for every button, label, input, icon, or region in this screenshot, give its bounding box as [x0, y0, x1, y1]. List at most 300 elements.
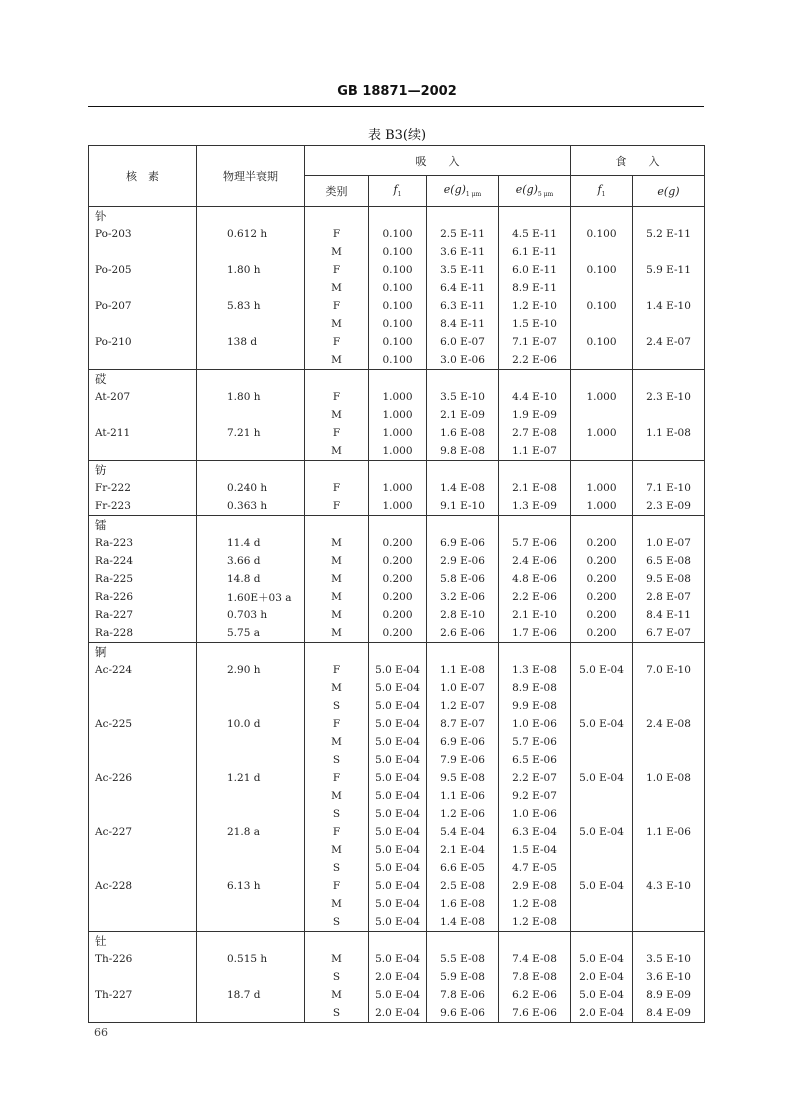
- table-row: [89, 823, 705, 841]
- cell-f1-inhalation: 2.0 E-04: [369, 1004, 427, 1023]
- cell-eg-1um: 1.6 E-08: [427, 895, 499, 913]
- cell-type: M: [305, 787, 369, 805]
- cell-nuclide: [89, 733, 197, 751]
- cell-eg-ingestion: 2.3 E-10: [633, 388, 705, 406]
- cell-f1-ingestion: [571, 243, 633, 261]
- cell-nuclide: [89, 805, 197, 823]
- cell-half-life: [197, 243, 305, 261]
- cell-eg-ingestion: 8.4 E-11: [633, 606, 705, 624]
- cell-f1-inhalation: 5.0 E-04: [369, 859, 427, 877]
- table-row: [89, 859, 705, 877]
- cell-eg-ingestion: [633, 913, 705, 932]
- cell-eg-5um: 8.9 E-11: [499, 279, 571, 297]
- cell-half-life: [197, 315, 305, 333]
- cell-half-life: 1.80 h: [197, 388, 305, 406]
- empty-cell: [633, 207, 705, 226]
- cell-eg-1um: 6.0 E-07: [427, 333, 499, 351]
- cell-eg-1um: 2.8 E-10: [427, 606, 499, 624]
- cell-nuclide: Ra-226: [89, 588, 197, 606]
- cell-type: S: [305, 805, 369, 823]
- cell-eg-1um: 6.9 E-06: [427, 534, 499, 552]
- cell-type: M: [305, 895, 369, 913]
- cell-f1-ingestion: 1.000: [571, 424, 633, 442]
- cell-eg-1um: 1.4 E-08: [427, 479, 499, 497]
- cell-nuclide: At-207: [89, 388, 197, 406]
- table-row: [89, 497, 705, 516]
- cell-eg-ingestion: [633, 679, 705, 697]
- cell-eg-ingestion: [633, 733, 705, 751]
- empty-cell: [499, 643, 571, 662]
- cell-eg-5um: 1.7 E-06: [499, 624, 571, 643]
- element-name: 砹: [89, 370, 197, 389]
- cell-nuclide: [89, 243, 197, 261]
- cell-type: M: [305, 570, 369, 588]
- cell-eg-1um: 1.4 E-08: [427, 913, 499, 932]
- cell-nuclide: Ra-224: [89, 552, 197, 570]
- cell-f1-inhalation: 5.0 E-04: [369, 877, 427, 895]
- cell-eg-1um: 3.6 E-11: [427, 243, 499, 261]
- cell-f1-ingestion: [571, 859, 633, 877]
- cell-eg-1um: 6.9 E-06: [427, 733, 499, 751]
- cell-half-life: 1.60E＋03 a: [197, 588, 305, 606]
- empty-cell: [633, 516, 705, 535]
- cell-eg-5um: 2.1 E-08: [499, 479, 571, 497]
- cell-f1-ingestion: 0.200: [571, 588, 633, 606]
- cell-f1-inhalation: 0.100: [369, 333, 427, 351]
- cell-type: F: [305, 479, 369, 497]
- cell-type: F: [305, 388, 369, 406]
- cell-eg-1um: 9.1 E-10: [427, 497, 499, 516]
- cell-f1-inhalation: 1.000: [369, 479, 427, 497]
- table-row: [89, 351, 705, 370]
- cell-eg-1um: 2.5 E-08: [427, 877, 499, 895]
- empty-cell: [633, 643, 705, 662]
- cell-f1-inhalation: 5.0 E-04: [369, 661, 427, 679]
- cell-nuclide: [89, 679, 197, 697]
- table-header: [89, 146, 705, 207]
- cell-eg-ingestion: 7.1 E-10: [633, 479, 705, 497]
- cell-f1-ingestion: 0.100: [571, 297, 633, 315]
- cell-f1-inhalation: 0.200: [369, 606, 427, 624]
- cell-eg-ingestion: [633, 279, 705, 297]
- empty-cell: [571, 932, 633, 951]
- cell-type: F: [305, 261, 369, 279]
- empty-cell: [499, 932, 571, 951]
- cell-eg-ingestion: 2.4 E-07: [633, 333, 705, 351]
- cell-nuclide: Ra-228: [89, 624, 197, 643]
- empty-cell: [197, 461, 305, 480]
- cell-eg-ingestion: 2.3 E-09: [633, 497, 705, 516]
- empty-cell: [369, 516, 427, 535]
- cell-f1-ingestion: 1.000: [571, 497, 633, 516]
- cell-eg-1um: 5.9 E-08: [427, 968, 499, 986]
- cell-eg-5um: 2.2 E-06: [499, 588, 571, 606]
- cell-nuclide: Po-205: [89, 261, 197, 279]
- cell-eg-5um: 5.7 E-06: [499, 534, 571, 552]
- cell-half-life: 2.90 h: [197, 661, 305, 679]
- cell-eg-ingestion: [633, 895, 705, 913]
- empty-cell: [197, 207, 305, 226]
- cell-half-life: [197, 442, 305, 461]
- cell-half-life: [197, 1004, 305, 1023]
- cell-eg-5um: 7.8 E-08: [499, 968, 571, 986]
- table-row: [89, 243, 705, 261]
- cell-eg-ingestion: 5.2 E-11: [633, 225, 705, 243]
- table-row: [89, 442, 705, 461]
- cell-eg-ingestion: [633, 697, 705, 715]
- cell-f1-ingestion: 5.0 E-04: [571, 769, 633, 787]
- empty-cell: [197, 932, 305, 951]
- cell-half-life: 5.75 a: [197, 624, 305, 643]
- cell-f1-inhalation: 0.100: [369, 261, 427, 279]
- empty-cell: [305, 461, 369, 480]
- cell-f1-inhalation: 0.200: [369, 588, 427, 606]
- cell-half-life: [197, 805, 305, 823]
- cell-eg-5um: 8.9 E-08: [499, 679, 571, 697]
- cell-eg-5um: 9.9 E-08: [499, 697, 571, 715]
- cell-eg-1um: 1.0 E-07: [427, 679, 499, 697]
- cell-nuclide: At-211: [89, 424, 197, 442]
- cell-f1-inhalation: 0.200: [369, 552, 427, 570]
- cell-nuclide: [89, 315, 197, 333]
- cell-half-life: [197, 751, 305, 769]
- cell-half-life: 11.4 d: [197, 534, 305, 552]
- empty-cell: [633, 461, 705, 480]
- cell-nuclide: Fr-223: [89, 497, 197, 516]
- cell-type: M: [305, 406, 369, 424]
- cell-nuclide: [89, 859, 197, 877]
- cell-eg-ingestion: [633, 315, 705, 333]
- cell-eg-5um: 1.2 E-10: [499, 297, 571, 315]
- cell-nuclide: Po-203: [89, 225, 197, 243]
- table-row: [89, 552, 705, 570]
- cell-eg-ingestion: 3.6 E-10: [633, 968, 705, 986]
- cell-eg-5um: 6.5 E-06: [499, 751, 571, 769]
- cell-eg-ingestion: [633, 751, 705, 769]
- element-group-row: [89, 932, 705, 951]
- cell-f1-inhalation: 0.200: [369, 624, 427, 643]
- table-row: [89, 769, 705, 787]
- cell-eg-5um: 4.5 E-11: [499, 225, 571, 243]
- empty-cell: [499, 370, 571, 389]
- table-row: [89, 968, 705, 986]
- cell-type: S: [305, 859, 369, 877]
- cell-nuclide: Po-207: [89, 297, 197, 315]
- empty-cell: [197, 370, 305, 389]
- cell-type: M: [305, 552, 369, 570]
- cell-f1-ingestion: 0.200: [571, 606, 633, 624]
- empty-cell: [499, 461, 571, 480]
- cell-f1-inhalation: 0.100: [369, 279, 427, 297]
- dose-coefficient-table: [88, 145, 704, 1019]
- cell-eg-1um: 2.9 E-06: [427, 552, 499, 570]
- cell-half-life: 18.7 d: [197, 986, 305, 1004]
- cell-half-life: 5.83 h: [197, 297, 305, 315]
- cell-eg-ingestion: [633, 351, 705, 370]
- cell-nuclide: [89, 1004, 197, 1023]
- cell-nuclide: [89, 968, 197, 986]
- cell-eg-1um: 5.5 E-08: [427, 950, 499, 968]
- cell-f1-inhalation: 1.000: [369, 406, 427, 424]
- cell-eg-ingestion: 2.8 E-07: [633, 588, 705, 606]
- cell-nuclide: [89, 841, 197, 859]
- cell-eg-1um: 8.4 E-11: [427, 315, 499, 333]
- cell-type: M: [305, 351, 369, 370]
- cell-eg-5um: 6.3 E-04: [499, 823, 571, 841]
- cell-eg-5um: 4.8 E-06: [499, 570, 571, 588]
- cell-type: M: [305, 315, 369, 333]
- element-name: 镭: [89, 516, 197, 535]
- cell-f1-inhalation: 5.0 E-04: [369, 950, 427, 968]
- table-row: [89, 697, 705, 715]
- cell-f1-ingestion: 0.100: [571, 225, 633, 243]
- cell-f1-ingestion: 5.0 E-04: [571, 661, 633, 679]
- cell-eg-ingestion: 8.4 E-09: [633, 1004, 705, 1023]
- table-row: [89, 661, 705, 679]
- cell-f1-inhalation: 5.0 E-04: [369, 986, 427, 1004]
- cell-type: F: [305, 823, 369, 841]
- cell-nuclide: Fr-222: [89, 479, 197, 497]
- empty-cell: [369, 643, 427, 662]
- cell-f1-inhalation: 0.200: [369, 570, 427, 588]
- cell-f1-ingestion: [571, 442, 633, 461]
- table-row: [89, 751, 705, 769]
- empty-cell: [633, 370, 705, 389]
- element-name: 锕: [89, 643, 197, 662]
- cell-f1-ingestion: 1.000: [571, 388, 633, 406]
- cell-eg-5um: 1.3 E-09: [499, 497, 571, 516]
- cell-eg-1um: 8.7 E-07: [427, 715, 499, 733]
- cell-nuclide: Ra-227: [89, 606, 197, 624]
- empty-cell: [369, 370, 427, 389]
- cell-eg-ingestion: 2.4 E-08: [633, 715, 705, 733]
- header-rule: [88, 106, 704, 107]
- cell-eg-1um: 7.8 E-06: [427, 986, 499, 1004]
- cell-eg-ingestion: 1.0 E-07: [633, 534, 705, 552]
- cell-half-life: [197, 895, 305, 913]
- cell-f1-ingestion: [571, 895, 633, 913]
- cell-nuclide: [89, 787, 197, 805]
- empty-cell: [305, 643, 369, 662]
- col-half-life: 物理半衰期: [197, 146, 305, 207]
- cell-eg-ingestion: [633, 243, 705, 261]
- table-row: [89, 534, 705, 552]
- standard-header: GB 18871—2002: [337, 84, 457, 99]
- cell-eg-ingestion: 6.7 E-07: [633, 624, 705, 643]
- cell-type: M: [305, 624, 369, 643]
- empty-cell: [499, 516, 571, 535]
- cell-eg-5um: 2.7 E-08: [499, 424, 571, 442]
- cell-eg-ingestion: [633, 841, 705, 859]
- empty-cell: [305, 370, 369, 389]
- cell-eg-5um: 9.2 E-07: [499, 787, 571, 805]
- cell-eg-1um: 2.1 E-09: [427, 406, 499, 424]
- cell-f1-ingestion: 0.100: [571, 333, 633, 351]
- cell-half-life: 6.13 h: [197, 877, 305, 895]
- cell-f1-inhalation: 5.0 E-04: [369, 805, 427, 823]
- cell-eg-5um: 2.2 E-07: [499, 769, 571, 787]
- cell-half-life: 21.8 a: [197, 823, 305, 841]
- table-row: [89, 406, 705, 424]
- cell-eg-1um: 6.3 E-11: [427, 297, 499, 315]
- cell-nuclide: [89, 406, 197, 424]
- cell-eg-5um: 5.7 E-06: [499, 733, 571, 751]
- cell-half-life: 138 d: [197, 333, 305, 351]
- cell-eg-5um: 6.1 E-11: [499, 243, 571, 261]
- cell-type: S: [305, 751, 369, 769]
- empty-cell: [197, 643, 305, 662]
- empty-cell: [571, 643, 633, 662]
- cell-eg-5um: 2.2 E-06: [499, 351, 571, 370]
- cell-eg-1um: 1.6 E-08: [427, 424, 499, 442]
- cell-type: M: [305, 733, 369, 751]
- cell-f1-ingestion: [571, 351, 633, 370]
- cell-eg-5um: 1.3 E-08: [499, 661, 571, 679]
- cell-half-life: [197, 841, 305, 859]
- table-row: [89, 787, 705, 805]
- cell-f1-inhalation: 0.100: [369, 315, 427, 333]
- element-group-row: [89, 516, 705, 535]
- empty-cell: [369, 932, 427, 951]
- cell-f1-ingestion: [571, 733, 633, 751]
- cell-eg-5um: 1.0 E-06: [499, 805, 571, 823]
- table-row: [89, 913, 705, 932]
- cell-half-life: [197, 733, 305, 751]
- element-group-row: [89, 370, 705, 389]
- table-row: [89, 479, 705, 497]
- table-row: [89, 841, 705, 859]
- cell-f1-ingestion: 0.200: [571, 552, 633, 570]
- cell-eg-5um: 7.4 E-08: [499, 950, 571, 968]
- cell-eg-ingestion: 1.4 E-10: [633, 297, 705, 315]
- cell-eg-1um: 2.1 E-04: [427, 841, 499, 859]
- table-row: [89, 424, 705, 442]
- element-name: 钍: [89, 932, 197, 951]
- table-row: [89, 279, 705, 297]
- cell-eg-5um: 1.0 E-06: [499, 715, 571, 733]
- cell-f1-ingestion: [571, 697, 633, 715]
- cell-eg-1um: 5.4 E-04: [427, 823, 499, 841]
- empty-cell: [427, 461, 499, 480]
- cell-eg-ingestion: [633, 787, 705, 805]
- cell-f1-inhalation: 5.0 E-04: [369, 697, 427, 715]
- cell-f1-inhalation: 5.0 E-04: [369, 823, 427, 841]
- cell-eg-5um: 2.1 E-10: [499, 606, 571, 624]
- cell-half-life: [197, 859, 305, 877]
- cell-type: F: [305, 715, 369, 733]
- col-inhalation: 吸 入: [305, 146, 571, 176]
- cell-f1-ingestion: 5.0 E-04: [571, 986, 633, 1004]
- empty-cell: [305, 516, 369, 535]
- cell-nuclide: [89, 751, 197, 769]
- cell-type: F: [305, 424, 369, 442]
- cell-nuclide: Ac-225: [89, 715, 197, 733]
- cell-type: M: [305, 442, 369, 461]
- cell-f1-inhalation: 5.0 E-04: [369, 679, 427, 697]
- cell-eg-1um: 5.8 E-06: [427, 570, 499, 588]
- cell-type: M: [305, 841, 369, 859]
- cell-half-life: 3.66 d: [197, 552, 305, 570]
- cell-type: F: [305, 877, 369, 895]
- cell-half-life: [197, 968, 305, 986]
- cell-type: F: [305, 497, 369, 516]
- cell-type: M: [305, 243, 369, 261]
- table-row: [89, 895, 705, 913]
- cell-type: F: [305, 769, 369, 787]
- cell-type: S: [305, 697, 369, 715]
- cell-eg-ingestion: 9.5 E-08: [633, 570, 705, 588]
- cell-eg-ingestion: [633, 442, 705, 461]
- cell-f1-inhalation: 5.0 E-04: [369, 913, 427, 932]
- cell-type: M: [305, 534, 369, 552]
- cell-f1-ingestion: 0.200: [571, 570, 633, 588]
- cell-type: M: [305, 279, 369, 297]
- cell-half-life: [197, 351, 305, 370]
- cell-eg-1um: 3.2 E-06: [427, 588, 499, 606]
- cell-eg-5um: 6.2 E-06: [499, 986, 571, 1004]
- cell-f1-ingestion: 5.0 E-04: [571, 715, 633, 733]
- cell-nuclide: [89, 895, 197, 913]
- cell-eg-1um: 9.8 E-08: [427, 442, 499, 461]
- cell-nuclide: Ra-225: [89, 570, 197, 588]
- cell-nuclide: [89, 351, 197, 370]
- cell-f1-ingestion: [571, 913, 633, 932]
- table-caption: 表 B3(续): [367, 128, 427, 143]
- cell-type: M: [305, 679, 369, 697]
- cell-eg-5um: 1.5 E-04: [499, 841, 571, 859]
- table-body: [89, 207, 705, 1023]
- cell-f1-ingestion: 5.0 E-04: [571, 950, 633, 968]
- col-type: 类别: [305, 176, 369, 207]
- col-ingestion: 食 入: [571, 146, 705, 176]
- cell-eg-1um: 7.9 E-06: [427, 751, 499, 769]
- cell-f1-inhalation: 1.000: [369, 424, 427, 442]
- cell-type: F: [305, 297, 369, 315]
- table-row: [89, 588, 705, 606]
- table-row: [89, 715, 705, 733]
- cell-nuclide: [89, 697, 197, 715]
- empty-cell: [633, 932, 705, 951]
- empty-cell: [197, 516, 305, 535]
- cell-eg-1um: 6.4 E-11: [427, 279, 499, 297]
- table-row: [89, 225, 705, 243]
- cell-nuclide: [89, 279, 197, 297]
- empty-cell: [305, 932, 369, 951]
- cell-nuclide: Ac-228: [89, 877, 197, 895]
- cell-type: M: [305, 950, 369, 968]
- col-eg-ingestion: e(g): [633, 176, 705, 207]
- cell-eg-1um: 9.6 E-06: [427, 1004, 499, 1023]
- cell-eg-5um: 7.6 E-06: [499, 1004, 571, 1023]
- table-row: [89, 679, 705, 697]
- table-row: [89, 570, 705, 588]
- cell-eg-ingestion: 4.3 E-10: [633, 877, 705, 895]
- empty-cell: [427, 932, 499, 951]
- cell-f1-inhalation: 1.000: [369, 497, 427, 516]
- cell-half-life: [197, 913, 305, 932]
- cell-eg-1um: 2.5 E-11: [427, 225, 499, 243]
- cell-half-life: 0.363 h: [197, 497, 305, 516]
- cell-eg-1um: 1.2 E-07: [427, 697, 499, 715]
- element-name: 钋: [89, 207, 197, 226]
- cell-half-life: 0.515 h: [197, 950, 305, 968]
- cell-eg-1um: 1.1 E-08: [427, 661, 499, 679]
- empty-cell: [427, 516, 499, 535]
- cell-f1-ingestion: 1.000: [571, 479, 633, 497]
- cell-eg-ingestion: 8.9 E-09: [633, 986, 705, 1004]
- cell-nuclide: [89, 913, 197, 932]
- cell-eg-ingestion: 3.5 E-10: [633, 950, 705, 968]
